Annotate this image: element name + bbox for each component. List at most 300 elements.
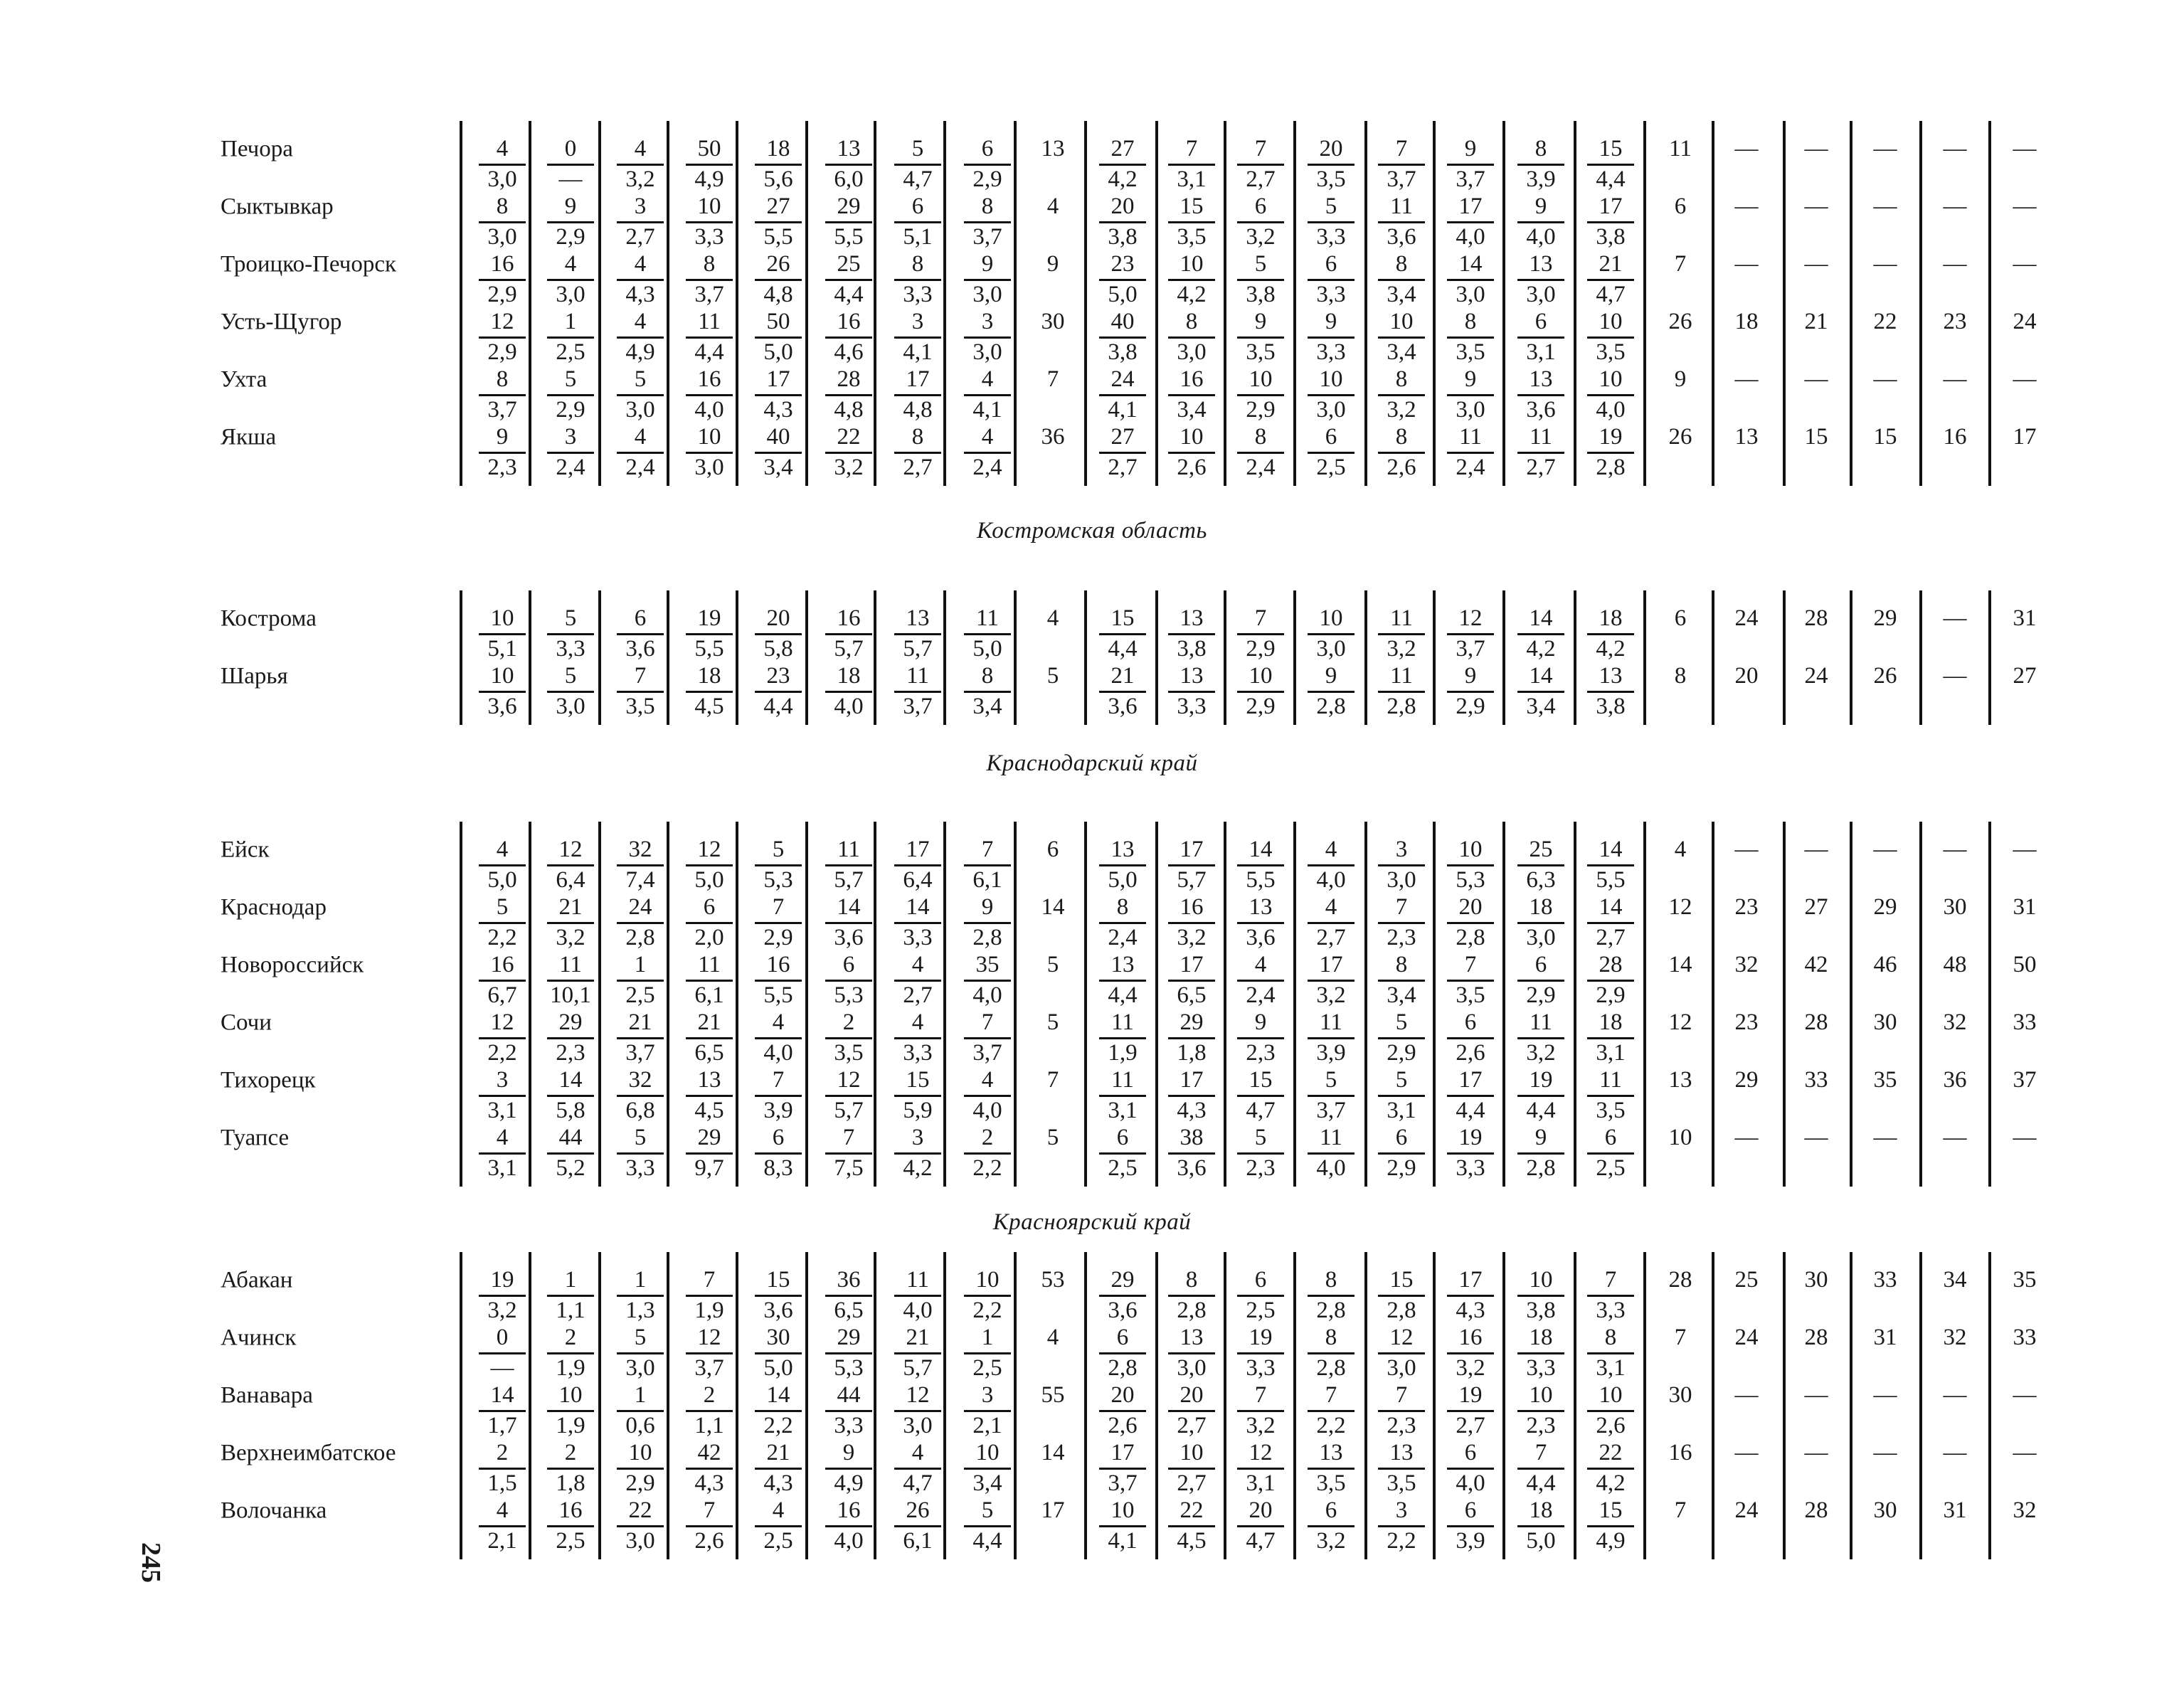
mid-value: 4 — [1046, 1325, 1059, 1350]
fraction-bar — [547, 1095, 594, 1097]
fraction-bar — [479, 1295, 526, 1297]
column-rule — [1502, 590, 1505, 725]
end-value: 4 — [1674, 837, 1687, 862]
end-value: 28 — [1668, 1267, 1692, 1293]
fraction-bar — [894, 922, 941, 924]
fraction-bar — [755, 1410, 802, 1412]
fraction-bar — [686, 1095, 733, 1097]
frac-denominator: 4,0 — [763, 1040, 793, 1066]
frac-denominator: 4,4 — [763, 694, 793, 719]
frac-denominator: 6,1 — [903, 1528, 933, 1554]
frac-numerator: 12 — [697, 1325, 721, 1350]
frac-numerator: 18 — [766, 136, 790, 161]
fraction-bar — [617, 1468, 664, 1470]
end-value: 23 — [1943, 309, 1967, 334]
column-rule — [805, 121, 808, 486]
frac-denominator: 2,4 — [556, 455, 585, 480]
fraction-bar — [1447, 1468, 1494, 1470]
frac-denominator: 4,0 — [903, 1298, 933, 1323]
fraction-bar — [825, 1095, 872, 1097]
column-rule — [1364, 822, 1367, 1187]
frac-numerator: 20 — [1319, 136, 1343, 161]
frac-denominator: 2,7 — [903, 455, 933, 480]
fraction-bar — [686, 1468, 733, 1470]
column-rule — [1850, 1252, 1852, 1559]
frac-denominator: 10,1 — [550, 982, 591, 1008]
end-value: 29 — [1873, 605, 1897, 631]
frac-numerator: 16 — [1180, 894, 1204, 920]
frac-numerator: 6 — [1534, 309, 1547, 334]
column-rule — [1364, 1252, 1367, 1559]
frac-denominator: 5,1 — [487, 636, 517, 662]
end-value: — — [1943, 136, 1967, 161]
fraction-bar — [825, 164, 872, 166]
frac-denominator: 3,0 — [1456, 397, 1485, 423]
fraction-bar — [1237, 1410, 1284, 1412]
fraction-bar — [1168, 1095, 1215, 1097]
frac-denominator: 3,0 — [1387, 1355, 1416, 1381]
end-value: 6 — [1674, 605, 1687, 631]
frac-denominator: 2,7 — [1596, 925, 1626, 950]
frac-denominator: 4,3 — [763, 397, 793, 423]
frac-numerator: 4 — [564, 251, 577, 277]
frac-denominator: 3,2 — [487, 1298, 517, 1323]
frac-denominator: 3,5 — [1596, 1098, 1626, 1123]
fraction-bar — [1168, 980, 1215, 982]
end-value: 35 — [1873, 1067, 1897, 1093]
end-value: 33 — [2013, 1009, 2037, 1035]
fraction-bar — [894, 1037, 941, 1039]
fraction-bar — [547, 221, 594, 223]
frac-denominator: 5,2 — [556, 1155, 585, 1181]
station-name: Усть-Щугор — [221, 309, 342, 335]
frac-numerator: 16 — [1180, 366, 1204, 392]
fraction-bar — [825, 980, 872, 982]
frac-denominator: 5,0 — [1108, 282, 1138, 307]
end-value: 42 — [1804, 952, 1828, 977]
fraction-bar — [1587, 691, 1634, 693]
fraction-bar — [1168, 221, 1215, 223]
frac-denominator: 2,3 — [1246, 1040, 1276, 1066]
column-rule — [1574, 822, 1576, 1187]
frac-numerator: 2 — [703, 1382, 716, 1408]
frac-numerator: 16 — [1458, 1325, 1483, 1350]
fraction-bar — [617, 336, 664, 339]
fraction-bar — [1378, 633, 1425, 635]
frac-numerator: 7 — [1604, 1267, 1617, 1293]
frac-numerator: 10 — [1529, 1267, 1553, 1293]
frac-numerator: 16 — [766, 952, 790, 977]
frac-denominator: 2,7 — [625, 224, 655, 250]
frac-denominator: 2,9 — [556, 224, 585, 250]
fraction-bar — [1237, 1525, 1284, 1527]
column-rule — [1988, 590, 1991, 725]
frac-denominator: 2,8 — [1387, 1298, 1416, 1323]
fraction-bar — [1308, 1152, 1355, 1155]
end-value: — — [2013, 366, 2037, 392]
fraction-bar — [894, 1525, 941, 1527]
frac-denominator: 3,6 — [834, 925, 864, 950]
fraction-bar — [1099, 221, 1146, 223]
fraction-bar — [1308, 864, 1355, 866]
frac-denominator: 4,8 — [903, 397, 933, 423]
column-rule — [529, 1252, 531, 1559]
frac-numerator: 6 — [842, 952, 855, 977]
fraction-bar — [1308, 279, 1355, 281]
fraction-bar — [1168, 336, 1215, 339]
frac-numerator: 18 — [1529, 894, 1553, 920]
frac-denominator: 4,7 — [1246, 1528, 1276, 1554]
fraction-bar — [1378, 164, 1425, 166]
frac-numerator: 14 — [906, 894, 930, 920]
frac-numerator: 12 — [837, 1067, 861, 1093]
frac-denominator: 3,0 — [1316, 397, 1346, 423]
frac-numerator: 10 — [1180, 251, 1204, 277]
frac-numerator: 18 — [1529, 1325, 1553, 1350]
fraction-bar — [547, 980, 594, 982]
frac-denominator: 3,3 — [625, 1155, 655, 1181]
fraction-bar — [1587, 1525, 1634, 1527]
frac-numerator: 18 — [697, 663, 721, 689]
fraction-bar — [1099, 1152, 1146, 1155]
frac-denominator: 4,9 — [694, 166, 724, 192]
frac-denominator: 7,4 — [625, 867, 655, 893]
frac-denominator: 2,5 — [1108, 1155, 1138, 1181]
frac-denominator: 3,4 — [1387, 339, 1416, 365]
fraction-bar — [1517, 1037, 1564, 1039]
frac-numerator: 6 — [772, 1125, 785, 1150]
fraction-bar — [894, 633, 941, 635]
frac-denominator: 2,5 — [1316, 455, 1346, 480]
frac-denominator: 3,0 — [1526, 282, 1556, 307]
frac-numerator: 14 — [837, 894, 861, 920]
frac-numerator: 13 — [1110, 952, 1135, 977]
end-value: — — [1804, 1382, 1828, 1408]
station-name: Новороссийск — [221, 952, 364, 978]
frac-denominator: 4,8 — [763, 282, 793, 307]
frac-denominator: 5,0 — [763, 339, 793, 365]
frac-denominator: 2,2 — [972, 1298, 1002, 1323]
column-rule — [460, 121, 462, 486]
frac-numerator: 15 — [1110, 605, 1135, 631]
frac-numerator: 12 — [906, 1382, 930, 1408]
frac-denominator: 5,3 — [834, 1355, 864, 1381]
end-value: 29 — [1873, 894, 1897, 920]
frac-numerator: 8 — [981, 193, 994, 219]
frac-denominator: 3,2 — [556, 925, 585, 950]
frac-denominator: 3,2 — [1177, 925, 1207, 950]
end-value: — — [1873, 136, 1897, 161]
fraction-bar — [617, 922, 664, 924]
frac-denominator: 3,7 — [1456, 636, 1485, 662]
frac-numerator: 17 — [906, 837, 930, 862]
fraction-bar — [1378, 1152, 1425, 1155]
station-name: Сыктывкар — [221, 193, 334, 220]
fraction-bar — [1447, 980, 1494, 982]
frac-denominator: 5,7 — [834, 1098, 864, 1123]
frac-denominator: 4,5 — [694, 1098, 724, 1123]
frac-denominator: 2,9 — [1387, 1040, 1416, 1066]
frac-numerator: 6 — [1464, 1497, 1477, 1523]
frac-denominator: 3,7 — [972, 1040, 1002, 1066]
fraction-bar — [755, 1095, 802, 1097]
fraction-bar — [547, 1410, 594, 1412]
frac-numerator: 14 — [1529, 605, 1553, 631]
fraction-bar — [894, 164, 941, 166]
fraction-bar — [894, 1352, 941, 1354]
fraction-bar — [1099, 1095, 1146, 1097]
frac-denominator: 2,9 — [972, 166, 1002, 192]
column-rule — [736, 1252, 738, 1559]
frac-denominator: 4,0 — [834, 1528, 864, 1554]
frac-numerator: 19 — [1458, 1125, 1483, 1150]
frac-numerator: 8 — [1534, 136, 1547, 161]
fraction-bar — [617, 980, 664, 982]
frac-numerator: 29 — [837, 1325, 861, 1350]
frac-numerator: 13 — [1389, 1440, 1414, 1465]
frac-numerator: 1 — [564, 1267, 577, 1293]
fraction-bar — [755, 1295, 802, 1297]
end-value: 27 — [1804, 894, 1828, 920]
frac-numerator: 19 — [1529, 1067, 1553, 1093]
fraction-bar — [1447, 1525, 1494, 1527]
fraction-bar — [479, 1095, 526, 1097]
frac-numerator: 14 — [1249, 837, 1273, 862]
fraction-bar — [479, 864, 526, 866]
frac-numerator: 21 — [628, 1009, 652, 1035]
frac-numerator: 16 — [490, 952, 514, 977]
frac-denominator: 1,5 — [487, 1470, 517, 1496]
mid-value: 53 — [1041, 1267, 1065, 1293]
fraction-bar — [964, 336, 1011, 339]
frac-denominator: 3,0 — [972, 282, 1002, 307]
frac-numerator: 17 — [1458, 193, 1483, 219]
frac-numerator: 6 — [1464, 1440, 1477, 1465]
frac-numerator: 7 — [634, 663, 647, 689]
fraction-bar — [1168, 1410, 1215, 1412]
frac-denominator: 3,6 — [763, 1298, 793, 1323]
end-value: 20 — [1734, 663, 1759, 689]
fraction-bar — [825, 1152, 872, 1155]
frac-denominator: 5,7 — [903, 1355, 933, 1381]
fraction-bar — [825, 1037, 872, 1039]
frac-denominator: 5,5 — [763, 982, 793, 1008]
frac-denominator: 3,3 — [903, 925, 933, 950]
fraction-bar — [825, 394, 872, 396]
fraction-bar — [686, 1037, 733, 1039]
frac-denominator: 4,3 — [625, 282, 655, 307]
column-rule — [667, 1252, 669, 1559]
frac-numerator: 7 — [703, 1497, 716, 1523]
frac-numerator: 4 — [496, 1125, 509, 1150]
frac-denominator: 4,4 — [1526, 1098, 1556, 1123]
fraction-bar — [1447, 1152, 1494, 1155]
frac-numerator: 2 — [496, 1440, 509, 1465]
fraction-bar — [686, 1525, 733, 1527]
frac-numerator: 7 — [772, 894, 785, 920]
frac-denominator: 2,9 — [487, 339, 517, 365]
frac-numerator: 22 — [1180, 1497, 1204, 1523]
frac-denominator: 3,8 — [1246, 282, 1276, 307]
frac-denominator: 2,3 — [1387, 1413, 1416, 1438]
end-value: — — [1943, 1125, 1967, 1150]
fraction-bar — [547, 394, 594, 396]
frac-numerator: 4 — [981, 366, 994, 392]
frac-numerator: 11 — [698, 952, 721, 977]
fraction-bar — [755, 864, 802, 866]
end-value: 10 — [1668, 1125, 1692, 1150]
frac-numerator: 18 — [837, 663, 861, 689]
frac-denominator: 6,3 — [1526, 867, 1556, 893]
frac-numerator: 17 — [766, 366, 790, 392]
end-value: 32 — [2013, 1497, 2037, 1523]
frac-numerator: 10 — [490, 605, 514, 631]
frac-numerator: 19 — [1599, 424, 1623, 450]
frac-denominator: 2,8 — [1108, 1355, 1138, 1381]
frac-numerator: 23 — [766, 663, 790, 689]
column-rule — [1783, 822, 1786, 1187]
fraction-bar — [894, 1468, 941, 1470]
frac-denominator: 3,9 — [1526, 166, 1556, 192]
fraction-bar — [755, 1037, 802, 1039]
frac-denominator: 2,8 — [1596, 455, 1626, 480]
frac-denominator: 2,9 — [625, 1470, 655, 1496]
fraction-bar — [686, 452, 733, 454]
frac-numerator: 7 — [772, 1067, 785, 1093]
frac-denominator: 6,5 — [834, 1298, 864, 1323]
fraction-bar — [1308, 1468, 1355, 1470]
frac-numerator: 10 — [697, 424, 721, 450]
fraction-bar — [617, 691, 664, 693]
frac-denominator: 4,5 — [694, 694, 724, 719]
fraction-bar — [1168, 452, 1215, 454]
fraction-bar — [1587, 864, 1634, 866]
frac-denominator: 5,0 — [694, 867, 724, 893]
frac-denominator: 4,0 — [1456, 224, 1485, 250]
frac-numerator: 19 — [1249, 1325, 1273, 1350]
frac-numerator: 22 — [837, 424, 861, 450]
column-rule — [1433, 590, 1436, 725]
frac-numerator: 11 — [906, 1267, 929, 1293]
frac-denominator: 7,5 — [834, 1155, 864, 1181]
end-value: 18 — [1734, 309, 1759, 334]
frac-denominator: 5,5 — [834, 224, 864, 250]
column-rule — [1783, 590, 1786, 725]
frac-denominator: 3,3 — [1316, 224, 1346, 250]
frac-numerator: 14 — [1529, 663, 1553, 689]
frac-numerator: 5 — [634, 1125, 647, 1150]
fraction-bar — [1378, 1295, 1425, 1297]
fraction-bar — [1447, 452, 1494, 454]
frac-numerator: 6 — [1325, 424, 1337, 450]
column-rule — [460, 822, 462, 1187]
fraction-bar — [686, 1352, 733, 1354]
fraction-bar — [1099, 164, 1146, 166]
frac-denominator: 2,4 — [1246, 455, 1276, 480]
column-rule — [1084, 822, 1087, 1187]
end-value: 24 — [1804, 663, 1828, 689]
frac-numerator: 7 — [1395, 1382, 1408, 1408]
fraction-bar — [1168, 1295, 1215, 1297]
end-value: — — [1873, 837, 1897, 862]
end-value: — — [1804, 251, 1828, 277]
frac-numerator: 40 — [1110, 309, 1135, 334]
frac-denominator: 3,6 — [1246, 925, 1276, 950]
fraction-bar — [1447, 1352, 1494, 1354]
frac-numerator: 22 — [628, 1497, 652, 1523]
fraction-bar — [755, 452, 802, 454]
frac-denominator: 2,5 — [763, 1528, 793, 1554]
column-rule — [598, 1252, 601, 1559]
column-rule — [736, 121, 738, 486]
fraction-bar — [617, 164, 664, 166]
fraction-bar — [1168, 1352, 1215, 1354]
frac-denominator: 3,6 — [1526, 397, 1556, 423]
frac-denominator: 2,8 — [1316, 1355, 1346, 1381]
frac-numerator: 14 — [558, 1067, 583, 1093]
frac-denominator: 3,1 — [1526, 339, 1556, 365]
frac-numerator: 29 — [1110, 1267, 1135, 1293]
column-rule — [1850, 590, 1852, 725]
frac-denominator: 1,1 — [694, 1413, 724, 1438]
end-value: 36 — [1943, 1067, 1967, 1093]
mid-value: 7 — [1046, 1067, 1059, 1093]
frac-denominator: 4,0 — [972, 982, 1002, 1008]
fraction-bar — [1517, 980, 1564, 982]
frac-numerator: 4 — [1254, 952, 1267, 977]
frac-denominator: 2,8 — [1177, 1298, 1207, 1323]
frac-denominator: — — [558, 166, 583, 192]
column-rule — [1014, 1252, 1017, 1559]
end-value: 29 — [1734, 1067, 1759, 1093]
fraction-bar — [1517, 691, 1564, 693]
fraction-bar — [1517, 221, 1564, 223]
fraction-bar — [1308, 922, 1355, 924]
frac-denominator: 5,7 — [834, 636, 864, 662]
frac-denominator: 6,7 — [487, 982, 517, 1008]
fraction-bar — [547, 1295, 594, 1297]
end-value: 26 — [1873, 663, 1897, 689]
fraction-bar — [1237, 864, 1284, 866]
fraction-bar — [479, 980, 526, 982]
end-value: 17 — [2013, 424, 2037, 450]
frac-denominator: 5,0 — [763, 1355, 793, 1381]
fraction-bar — [479, 1352, 526, 1354]
section-title: Костромская область — [977, 518, 1207, 543]
mid-value: 5 — [1046, 952, 1059, 977]
end-value: 33 — [1804, 1067, 1828, 1093]
column-rule — [667, 590, 669, 725]
station-name: Кострома — [221, 605, 317, 632]
column-rule — [1293, 1252, 1296, 1559]
column-rule — [529, 822, 531, 1187]
frac-denominator: 4,3 — [1177, 1098, 1207, 1123]
frac-numerator: 6 — [1464, 1009, 1477, 1035]
frac-denominator: 1,9 — [556, 1413, 585, 1438]
fraction-bar — [1447, 1037, 1494, 1039]
fraction-bar — [547, 633, 594, 635]
frac-denominator: 3,4 — [1177, 397, 1207, 423]
frac-denominator: 2,5 — [556, 1528, 585, 1554]
fraction-bar — [617, 633, 664, 635]
frac-numerator: 10 — [490, 663, 514, 689]
frac-numerator: 8 — [496, 193, 509, 219]
fraction-bar — [1447, 394, 1494, 396]
column-rule — [874, 822, 876, 1187]
frac-denominator: 1,8 — [1177, 1040, 1207, 1066]
frac-numerator: 14 — [490, 1382, 514, 1408]
column-rule — [1988, 822, 1991, 1187]
